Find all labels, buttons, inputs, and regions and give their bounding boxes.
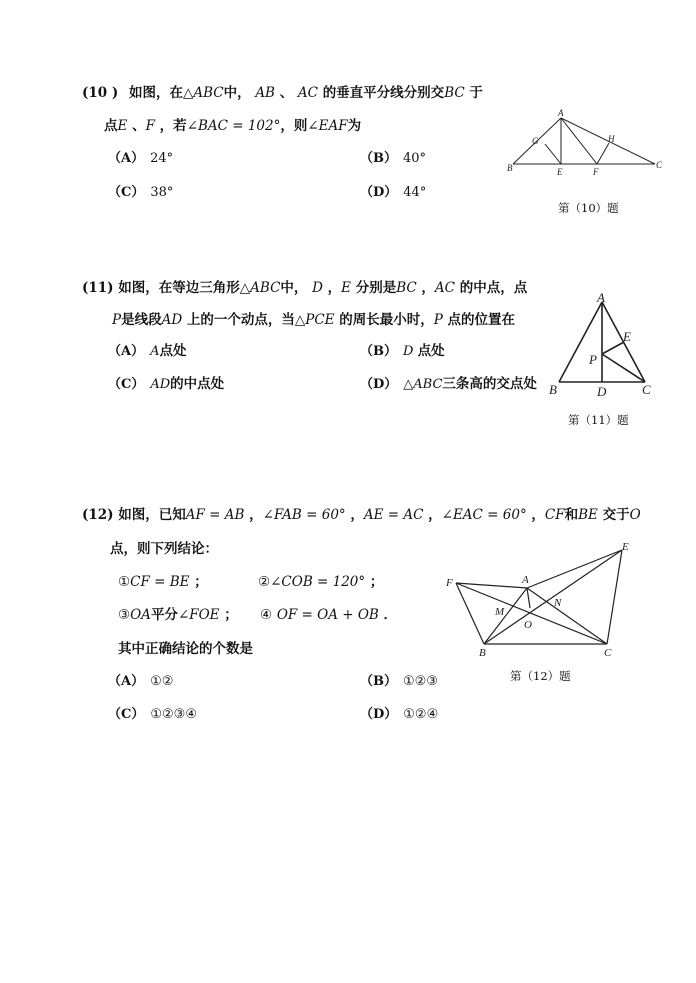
q10-caption: 第（10）题 bbox=[558, 201, 619, 215]
q12-conclusion-3: ③OA平分∠FOE ； bbox=[118, 607, 238, 623]
q10-option-d[interactable]: （D） 44° bbox=[360, 185, 427, 200]
q12-point-n: N bbox=[554, 597, 562, 609]
q11-option-a[interactable]: （A） A点处 bbox=[108, 343, 187, 359]
q10-number: (10 ) bbox=[82, 85, 119, 101]
q10-line1: (10 ) 如图，在△ABC中， AB 、 AC 的垂直平分线分别交BC 于 bbox=[82, 85, 483, 101]
q12-conclusion-4: ④ OF = OA + OB ． bbox=[260, 607, 398, 623]
q11-point-p: P bbox=[589, 352, 597, 367]
q11-point-a: A bbox=[597, 290, 605, 305]
q12-line2: 点，则下列结论： bbox=[110, 541, 218, 557]
q11-line1: (11) 如图，在等边三角形△ABC中， D ，E 分别是BC ，AC 的中点，点 bbox=[82, 280, 528, 296]
q10-option-a[interactable]: （A） 24° bbox=[108, 151, 174, 166]
q10-point-h: H bbox=[608, 134, 615, 144]
q10-line2: 点E 、F ，若∠BAC = 102°，则∠EAF为 bbox=[104, 118, 362, 134]
q12-point-m: M bbox=[495, 606, 505, 618]
q11-figure bbox=[545, 290, 655, 400]
q12-point-o: O bbox=[524, 619, 532, 631]
q11-point-d: D bbox=[597, 384, 607, 399]
q12-point-c: C bbox=[604, 647, 612, 659]
q11-caption: 第（11）题 bbox=[568, 413, 629, 427]
q11-point-c: C bbox=[642, 382, 651, 397]
q10-point-a: A bbox=[558, 108, 564, 118]
q10-point-f: F bbox=[593, 167, 599, 177]
q11-point-e: E bbox=[623, 329, 631, 344]
q10-option-c[interactable]: （C） 38° bbox=[108, 185, 174, 200]
q10-figure bbox=[505, 108, 696, 178]
q12-conclusion-1: ①CF = BE ； bbox=[118, 574, 208, 590]
q12-point-b: B bbox=[479, 647, 486, 659]
q10-option-b[interactable]: （B） 40° bbox=[360, 151, 427, 166]
q12-conclusion-2: ②∠COB = 120° ； bbox=[258, 574, 384, 590]
q12-point-f: F bbox=[446, 577, 453, 589]
q10-point-c: C bbox=[656, 160, 663, 170]
q10-point-g: G bbox=[532, 136, 539, 146]
q10-point-b: B bbox=[507, 163, 513, 173]
q12-point-e: E bbox=[622, 541, 629, 553]
q12-ask: 其中正确结论的个数是 bbox=[118, 641, 253, 657]
q12-number: (12) bbox=[82, 507, 114, 523]
q12-option-b[interactable]: （B） ①②③ bbox=[360, 674, 438, 689]
q12-point-a: A bbox=[522, 574, 529, 586]
q12-line1: (12) 如图，已知AF = AB ，∠FAB = 60° ，AE = AC ，∠EAC = 60° ，CF和BE 交于O bbox=[82, 507, 641, 523]
q12-figure bbox=[442, 538, 642, 658]
q10-point-e: E bbox=[557, 167, 563, 177]
q12-option-c[interactable]: （C） ①②③④ bbox=[108, 707, 197, 722]
q12-caption: 第（12）题 bbox=[510, 669, 571, 683]
q11-number: (11) bbox=[82, 280, 114, 296]
q11-point-b: B bbox=[549, 382, 557, 397]
q12-option-a[interactable]: （A） ①② bbox=[108, 674, 174, 689]
q11-option-b[interactable]: （B） D 点处 bbox=[360, 343, 445, 359]
q11-option-c[interactable]: （C） AD的中点处 bbox=[108, 376, 225, 392]
q11-line2: P是线段AD 上的一个动点，当△PCE 的周长最小时，P 点的位置在 bbox=[112, 312, 516, 328]
q11-option-d[interactable]: （D） △ABC三条高的交点处 bbox=[360, 376, 537, 392]
q12-option-d[interactable]: （D） ①②④ bbox=[360, 707, 439, 722]
